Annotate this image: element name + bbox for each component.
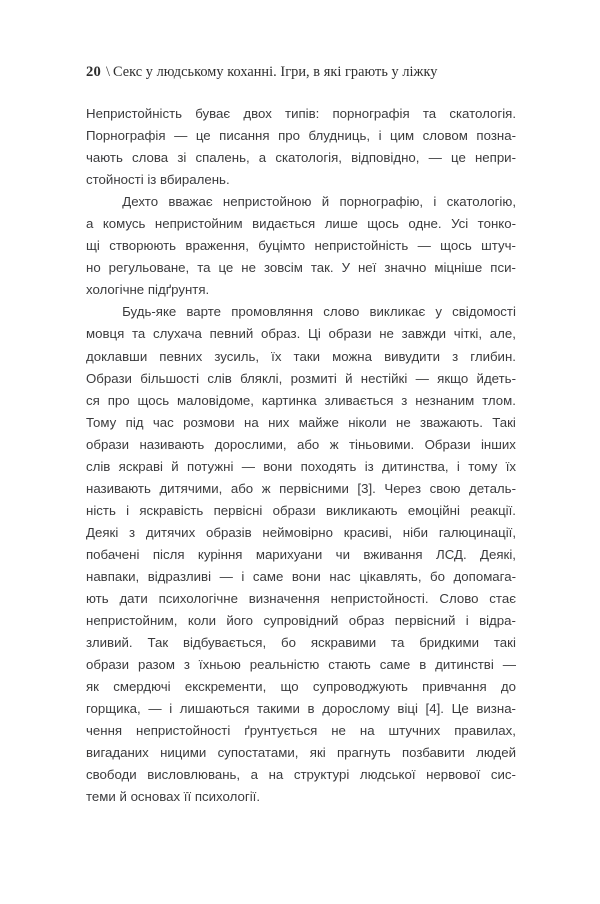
- word: привчання: [422, 679, 487, 695]
- word: одне.: [408, 216, 442, 232]
- word: Ці: [308, 326, 321, 342]
- word: їх: [271, 348, 282, 364]
- word: варте: [186, 304, 222, 320]
- word: та: [197, 260, 211, 276]
- word: походять: [300, 458, 357, 474]
- word: горщика,: [86, 701, 141, 717]
- word: слів: [86, 458, 111, 474]
- word: щось: [367, 216, 399, 232]
- word: —: [502, 657, 516, 673]
- word: відра-: [479, 613, 516, 629]
- text-line: [86, 522, 516, 544]
- word: зливий.: [86, 635, 133, 651]
- running-head-title: Секс у людському коханні. Ігри, в які грають у ліжку: [112, 64, 438, 80]
- word: з: [401, 392, 408, 408]
- word: Деякі,: [480, 546, 516, 562]
- word: ють: [86, 591, 109, 607]
- word: його: [226, 613, 254, 629]
- word: такими: [256, 701, 300, 717]
- word: тлом.: [482, 392, 516, 408]
- word: інших: [480, 436, 516, 452]
- word: Непристойність: [86, 106, 183, 121]
- word: маловідоме,: [177, 392, 254, 408]
- word: і: [433, 194, 437, 210]
- word: пси-: [490, 260, 516, 276]
- word: Образи: [424, 436, 471, 452]
- word: та: [422, 106, 437, 121]
- word: викликають: [325, 502, 398, 518]
- word: висловлювань,: [147, 767, 241, 783]
- word: саме: [252, 568, 284, 584]
- word: навпаки,: [86, 568, 140, 584]
- word: свободи: [86, 767, 137, 783]
- word: нервової: [426, 767, 481, 783]
- word: ніби: [402, 524, 429, 540]
- word: на: [359, 723, 375, 739]
- word: регульоване,: [108, 260, 190, 276]
- word: чають: [86, 150, 123, 166]
- body-text-block: [86, 103, 516, 809]
- text-line: хологічне підґрунтя.: [86, 282, 210, 298]
- word: Тому: [86, 414, 117, 430]
- word: образи: [86, 436, 130, 452]
- word: скатологію,: [446, 194, 516, 210]
- word: яскраві: [118, 458, 163, 474]
- text-line: [86, 434, 516, 456]
- word: після: [152, 546, 185, 562]
- word: спалень,: [195, 150, 250, 166]
- word: певний: [209, 326, 254, 342]
- word: свідомості: [452, 304, 516, 320]
- word: зовсім: [263, 260, 303, 276]
- word: викликає: [369, 304, 426, 320]
- word: і: [169, 701, 173, 717]
- text-line: [86, 588, 516, 610]
- word: непри-: [474, 150, 516, 166]
- word: вигаданих: [86, 745, 149, 761]
- word: первісні: [213, 502, 263, 518]
- word: реакції.: [470, 502, 516, 518]
- word: що: [280, 679, 299, 695]
- word: мовця: [86, 326, 125, 342]
- word: враження,: [185, 238, 249, 254]
- text-line: [86, 213, 516, 235]
- word: образ: [348, 613, 385, 629]
- text-line: теми й основах її психології.: [86, 789, 260, 805]
- word: —: [148, 701, 162, 717]
- word: й: [171, 458, 179, 474]
- word: чіткі,: [453, 326, 483, 342]
- word: тому: [468, 458, 498, 474]
- word: а: [86, 216, 94, 232]
- word: емоційні: [407, 502, 460, 518]
- word: смердючі: [113, 679, 171, 695]
- word: —: [428, 150, 442, 166]
- word: вживання: [363, 546, 423, 562]
- word: та: [391, 635, 405, 651]
- word: а: [258, 150, 267, 166]
- word: У: [341, 260, 350, 276]
- word: дитячими,: [159, 480, 223, 496]
- word: зусиль,: [214, 348, 260, 364]
- word: вважає: [168, 194, 213, 210]
- word: них: [268, 414, 290, 430]
- word: їхньою: [198, 657, 241, 673]
- word: можна: [332, 348, 372, 364]
- word: непристойним,: [86, 613, 178, 629]
- word: дорослому: [322, 701, 390, 717]
- page-number: 20: [86, 64, 101, 80]
- word: правилах,: [454, 723, 516, 739]
- word: це: [195, 128, 211, 144]
- word: цікавлять,: [359, 568, 422, 584]
- word: слово: [323, 304, 360, 320]
- word: Це: [451, 701, 469, 717]
- word: Так: [147, 635, 169, 651]
- word: допомага-: [453, 568, 516, 584]
- word: якщо: [437, 370, 469, 386]
- word: ж: [261, 480, 271, 496]
- paragraph-indent: [86, 301, 112, 323]
- word: картинка: [261, 392, 317, 408]
- word: відбувається,: [183, 635, 267, 651]
- word: стає: [489, 591, 516, 607]
- word: —: [241, 458, 255, 474]
- word: які: [309, 745, 326, 761]
- word: та: [132, 326, 146, 342]
- word: як: [86, 679, 99, 695]
- word: дати: [119, 591, 148, 607]
- word: [3].: [357, 480, 376, 496]
- word: структурі: [293, 767, 350, 783]
- text-line: [86, 720, 516, 742]
- word: дорослими,: [214, 436, 287, 452]
- word: зважають.: [420, 414, 483, 430]
- text-line: [86, 235, 516, 257]
- word: но: [86, 260, 101, 276]
- word: не: [379, 326, 394, 342]
- word: —: [415, 370, 429, 386]
- word: позбавити: [401, 745, 465, 761]
- word: зливається: [324, 392, 394, 408]
- word: й: [345, 370, 353, 386]
- word: не: [331, 723, 346, 739]
- word: і: [456, 458, 460, 474]
- text-line: [86, 125, 516, 147]
- word: Такі: [492, 414, 516, 430]
- word: тіньовими.: [348, 436, 415, 452]
- word: слухача: [153, 326, 202, 342]
- word: називають: [86, 480, 151, 496]
- word: промовляння: [231, 304, 314, 320]
- text-line: [86, 610, 516, 632]
- word: таки: [293, 348, 321, 364]
- word: деталь-: [468, 480, 516, 496]
- text-line: [86, 368, 516, 390]
- word: людської: [359, 767, 416, 783]
- word: цим: [390, 128, 415, 144]
- word: відповідно,: [351, 150, 420, 166]
- word: разом: [137, 657, 175, 673]
- word: реальністю: [249, 657, 320, 673]
- word: непристойність: [314, 238, 409, 254]
- word: відразливі: [147, 568, 212, 584]
- word: тонко-: [477, 216, 516, 232]
- word: щось: [440, 238, 472, 254]
- word: бо: [281, 635, 296, 651]
- paragraph: [86, 191, 516, 301]
- word: ницими: [160, 745, 207, 761]
- word: а: [250, 767, 259, 783]
- word: словом: [422, 128, 468, 144]
- word: штучних: [388, 723, 441, 739]
- word: дитячих: [145, 524, 196, 540]
- word: їх: [505, 458, 516, 474]
- word: ЛСД.: [436, 546, 467, 562]
- word: бридкими: [419, 635, 480, 651]
- word: і: [465, 613, 469, 629]
- word: порнографія: [332, 106, 410, 121]
- word: типів:: [285, 106, 320, 121]
- word: Деякі: [86, 524, 119, 540]
- word: незнаним: [415, 392, 475, 408]
- word: непристойності.: [330, 591, 429, 607]
- word: скатологія.: [449, 106, 516, 121]
- word: Дехто: [122, 194, 159, 210]
- word: щось: [137, 392, 170, 408]
- text-line: [86, 632, 516, 654]
- word: позна-: [476, 128, 516, 144]
- word: прагнуть: [336, 745, 391, 761]
- word: створюють: [109, 238, 177, 254]
- word: зі: [177, 150, 187, 166]
- word: Будь-яке: [122, 304, 177, 320]
- word: ніколи: [348, 414, 387, 430]
- word: й: [321, 194, 330, 210]
- word: розмиті: [290, 370, 337, 386]
- word: писання: [219, 128, 270, 144]
- word: про: [278, 128, 300, 144]
- word: образи: [86, 657, 130, 673]
- word: образів: [206, 524, 252, 540]
- text-line: [86, 544, 516, 566]
- word: дитинства,: [382, 458, 449, 474]
- word: значно: [384, 260, 427, 276]
- word: майже: [298, 414, 339, 430]
- text-line: [86, 764, 516, 786]
- running-head-separator: \: [106, 64, 110, 80]
- word: яскравість: [139, 502, 204, 518]
- word: неї: [357, 260, 377, 276]
- text-line: [86, 500, 516, 522]
- text-line: [86, 456, 516, 478]
- word: називають: [139, 436, 205, 452]
- text-line: [86, 566, 516, 588]
- word: на: [268, 767, 284, 783]
- text-line: [86, 478, 516, 500]
- word: визначення: [248, 591, 320, 607]
- word: сис-: [490, 767, 516, 783]
- word: —: [219, 568, 233, 584]
- word: скатологія,: [275, 150, 342, 166]
- word: видається: [252, 216, 316, 232]
- word: непристойності: [136, 723, 231, 739]
- word: доклавши: [86, 348, 148, 364]
- word: [4].: [425, 701, 444, 717]
- word: —: [417, 238, 431, 254]
- paragraph-indent: [86, 191, 112, 213]
- word: комусь: [102, 216, 146, 232]
- word: визна-: [476, 701, 516, 717]
- word: не: [241, 260, 256, 276]
- word: побачені: [86, 546, 140, 562]
- text-line: [86, 698, 516, 720]
- word: міцніше: [434, 260, 483, 276]
- text-line: [86, 301, 516, 323]
- word: образи: [272, 502, 316, 518]
- word: або: [230, 480, 254, 496]
- word: неймовірно: [262, 524, 333, 540]
- word: —: [174, 128, 188, 144]
- word: час: [152, 414, 174, 430]
- text-line: [86, 654, 516, 676]
- word: Через: [384, 480, 422, 496]
- word: куріння: [197, 546, 243, 562]
- text-line: [86, 346, 516, 368]
- word: чення: [86, 723, 123, 739]
- word: яскравими: [310, 635, 377, 651]
- word: в: [419, 657, 427, 673]
- word: і: [126, 502, 130, 518]
- word: дитинстві: [435, 657, 494, 673]
- word: під: [125, 414, 144, 430]
- word: завжди: [401, 326, 446, 342]
- word: бляклі,: [240, 370, 283, 386]
- text-line: [86, 191, 516, 213]
- word: певних: [159, 348, 203, 364]
- word: у: [435, 304, 442, 320]
- word: із: [364, 458, 374, 474]
- text-line: [86, 323, 516, 345]
- word: галюцинації,: [438, 524, 516, 540]
- word: супровідний: [263, 613, 339, 629]
- word: коли: [187, 613, 216, 629]
- word: це: [218, 260, 234, 276]
- word: порнографію,: [339, 194, 424, 210]
- word: більшості: [140, 370, 200, 386]
- word: з: [129, 524, 136, 540]
- word: непристойним: [154, 216, 243, 232]
- paragraph: [86, 103, 516, 191]
- word: вивудити: [384, 348, 441, 364]
- word: це: [451, 150, 466, 166]
- word: стають: [328, 657, 371, 673]
- word: первісний: [394, 613, 456, 629]
- word: ґрунтується: [244, 723, 318, 739]
- word: образ.: [260, 326, 301, 342]
- word: непристойною: [222, 194, 312, 210]
- word: не: [396, 414, 411, 430]
- word: до: [500, 679, 516, 695]
- word: такі: [493, 635, 516, 651]
- paragraph: [86, 301, 516, 808]
- text-line: [86, 147, 516, 169]
- text-line: [86, 676, 516, 698]
- word: нестійкі: [360, 370, 408, 386]
- word: саме: [379, 657, 411, 673]
- word: про: [107, 392, 130, 408]
- word: лише: [324, 216, 358, 232]
- word: буває: [195, 106, 231, 121]
- word: ся: [86, 392, 100, 408]
- text-line: [86, 412, 516, 434]
- word: бо: [430, 568, 446, 584]
- word: Слово: [439, 591, 479, 607]
- word: на: [244, 414, 259, 430]
- word: буцімто: [258, 238, 306, 254]
- word: з: [452, 348, 459, 364]
- text-line: [86, 742, 516, 764]
- word: нас: [329, 568, 351, 584]
- word: або: [296, 436, 320, 452]
- word: марихуани: [255, 546, 323, 562]
- word: віці: [397, 701, 418, 717]
- word: потужні: [187, 458, 234, 474]
- word: людей: [476, 745, 516, 761]
- word: і: [241, 568, 245, 584]
- text-line: [86, 257, 516, 279]
- word: блудниць,: [308, 128, 371, 144]
- word: але,: [489, 326, 516, 342]
- word: чи: [335, 546, 350, 562]
- word: екскременти,: [184, 679, 267, 695]
- word: свою: [429, 480, 461, 496]
- text-line: стойності із вбиралень.: [86, 172, 230, 188]
- word: образи: [328, 326, 372, 342]
- word: Порнографія: [86, 128, 166, 144]
- word: слова: [132, 150, 169, 166]
- word: вони: [291, 568, 321, 584]
- word: психологічне: [158, 591, 238, 607]
- word: супроводжують: [312, 679, 408, 695]
- word: в: [307, 701, 315, 717]
- word: і: [378, 128, 382, 144]
- word: штуч-: [481, 238, 516, 254]
- text-line: [86, 103, 516, 125]
- word: глибин.: [470, 348, 516, 364]
- word: Образи: [86, 370, 132, 386]
- word: з: [183, 657, 190, 673]
- word: красиві,: [343, 524, 393, 540]
- word: вони: [263, 458, 293, 474]
- word: лишаються: [179, 701, 250, 717]
- text-line: [86, 390, 516, 412]
- running-head: [86, 62, 516, 84]
- word: щі: [86, 238, 100, 254]
- word: ність: [86, 502, 116, 518]
- word: слів: [207, 370, 232, 386]
- word: первісними: [279, 480, 349, 496]
- word: супостатами,: [217, 745, 299, 761]
- word: йдеть-: [476, 370, 516, 386]
- word: Усі: [451, 216, 469, 232]
- word: розмови: [183, 414, 235, 430]
- word: так.: [310, 260, 334, 276]
- word: двох: [243, 106, 272, 121]
- word: ж: [329, 436, 339, 452]
